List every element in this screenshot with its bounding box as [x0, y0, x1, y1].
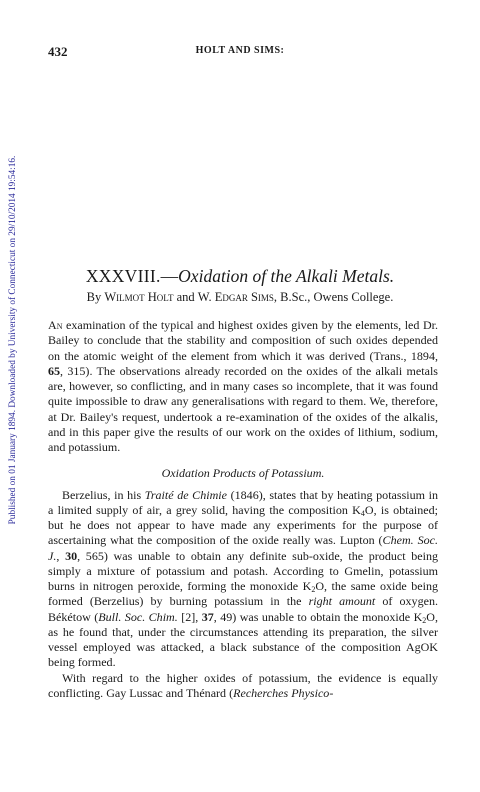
citation: Traité de Chimie [144, 487, 227, 502]
text-run: O, is obtained; but he does not appear to have made any experiments for the purpose of ascertaining what the composition of the oxide really was. Lupton ( [48, 502, 439, 548]
paragraph-3 [48, 671, 438, 702]
author-holt: Wilmot Holt [104, 290, 174, 304]
article-body [48, 318, 438, 701]
text-run: , [56, 548, 66, 563]
volume-number: 37 [201, 609, 214, 624]
subscript: 4 [360, 508, 365, 518]
text-run: , 565) was unable to obtain any definite sub-oxide, the product being simply a mixture of potassium and potash. According to Gmelin, potassium burns in nitrogen peroxide, forming the monoxide K [48, 548, 438, 593]
byline-and: and [176, 290, 195, 304]
text-run: , 315). The observations already recorded on the oxides of the alkali metals are, however, so conflicting, and in many cases so incomplete, that it was found quite impossible to draw any generalisations with regard to them. We, therefore, at Dr. Bailey's request, undertook a re-examination of the oxides of the alkalis, and in this paper give the results of our work on the oxides of lithium, sodium, and potassium. [48, 363, 438, 454]
paragraph-1 [48, 318, 438, 455]
section-heading: Oxidation Products of Potassium. [161, 466, 325, 481]
text-run: O, as he found that, under the circumstances attending its preparation, the silver vessel employed was attacked, a black substance of the composition AgOK being formed. [48, 609, 438, 670]
text-run: examination of the typical and highest oxides given by the elements, led Dr. Bailey to conclude that the stability and composition of such oxides depended on the atomic weight of the element from which it was derived (Trans., 1894, [48, 318, 438, 363]
subscript: 2 [422, 615, 427, 625]
article-number: XXXVIII. [85, 266, 161, 286]
text-run: With regard to the higher oxides of potassium, the evidence is equally conflicting. Gay Lussac and Thénard ( [48, 670, 438, 700]
subscript: 2 [311, 585, 316, 594]
title-dash: — [160, 266, 179, 286]
byline-affiliation: , B.Sc., Owens College. [273, 290, 394, 304]
citation: Bull. Soc. Chim. [98, 609, 178, 624]
lead-word: An [48, 318, 63, 332]
article-title-block [48, 266, 432, 305]
text-run: [2], [177, 609, 202, 624]
citation: Recherches Physico- [233, 685, 334, 700]
page-header [48, 44, 432, 58]
author-sims: W. Edgar Sims [197, 290, 274, 304]
download-watermark [4, 70, 22, 610]
byline [48, 289, 432, 305]
article-title [48, 266, 432, 287]
text-run: Berzelius, in his [62, 487, 145, 502]
text-run: O, the same oxide being formed (Berzelius) by burning potassium in the [48, 579, 438, 609]
running-head: HOLT AND SIMS: [195, 45, 285, 56]
article-title-text: Oxidation of the Alkali Metals. [178, 266, 395, 286]
citation: Chem. Soc. J. [48, 533, 438, 563]
byline-by: By [86, 290, 102, 304]
paragraph-2 [48, 488, 438, 671]
page-number: 432 [48, 44, 68, 59]
text-run: , 49) was unable to obtain the monoxide K [213, 609, 423, 624]
text-run: (1846), states that by heating potassium in a limited supply of air, a grey solid, having the composition K [48, 487, 439, 517]
download-watermark-text[interactable]: Published on 01 January 1894. Downloaded by University of Connecticut on 29/10/2014 19:54:16. [8, 155, 18, 525]
emphasis: right amount [308, 594, 376, 609]
text-run: of oxygen. Békétow ( [48, 594, 438, 624]
volume-number: 65 [48, 363, 61, 378]
volume-number: 30 [65, 548, 78, 563]
